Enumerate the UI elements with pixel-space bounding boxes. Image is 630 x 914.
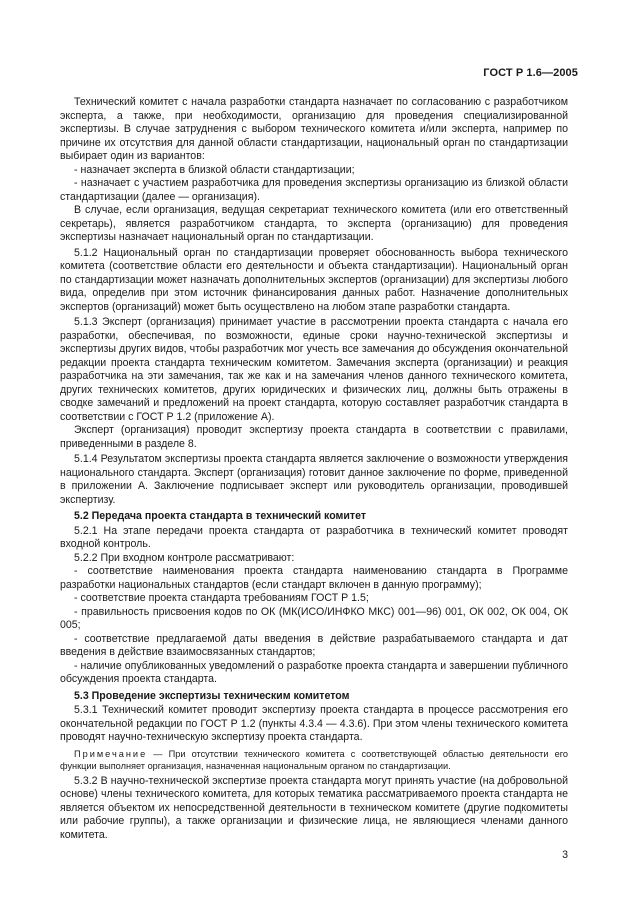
paragraph: 5.1.3 Эксперт (организация) принимает участие в рассмотрении проекта стандарта с начала его разработки, обеспечивая, по возможности, единые сроки научно-технической экспертизы и экспертизы других видов, чтобы разработчик мог учесть все замечания до обсуждения окончательной редакции проекта стандарта техническим комитетом. Замечания эксперта (организации) и реакция разработчика на эти замечания, так же как и на замечания членов данного технического комитета, других технических комитетов, других юридических и физических лиц, должны быть отражены в сводке замечаний и предложений на проект стандарта, которую составляет разработчик стандарта в соответствии с ГОСТ Р 1.2 (приложение А). [60,316,568,423]
paragraph: 5.2.2 При входном контроле рассматривают: [74,551,295,564]
note-label: Примечание [74,748,148,759]
note-text: — При отсутствии технического комитета с соответствующей областью деятельности его функции выполняет организация, назначенная национальным органом по стандартизации. [60,748,568,771]
paragraph: В случае, если организация, ведущая секретариат технического комитета (или его ответственный секретарь), является разработчиком стандарта, то эксперта (организацию) для проведения экспертизы назначает национальный орган по стандартизации. [60,204,568,243]
list-item: - соответствие наименования проекта стандарта наименованию стандарта в Программе разработки национальных стандартов (если стандарт включен в данную программу); [60,565,568,591]
paragraph: Эксперт (организация) проводит экспертизу проекта стандарта в соответствии с правилами, приведенными в разделе 8. [60,424,568,450]
document-code-header: ГОСТ Р 1.6—2005 [483,67,578,79]
document-body [60,96,568,842]
section-heading: 5.3 Проведение экспертизы техническим комитетом [74,689,350,702]
list-item: - соответствие проекта стандарта требованиям ГОСТ Р 1.5; [74,592,369,604]
paragraph: 5.1.2 Национальный орган по стандартизации проверяет обоснованность выбора технического комитета (соответствие области его деятельности и объекта стандартизации). Национальный орган по стандартизации может назначать дополнительных экспертов (организации) для экспертизы любого вида, определив при этом источник финансирования данных работ. Назначение дополнительных экспертов (организаций) может быть осуществлено на любом этапе разработки стандарта. [60,246,568,313]
list-item: - назначает с участием разработчика для проведения экспертизы организацию из близкой области стандартизации (далее — организация). [60,177,568,203]
list-item: - правильность присвоения кодов по ОК (МК(ИСО/ИНФКО МКС) 001—96) 001, ОК 002, ОК 004, ОК 005; [60,605,568,631]
section-heading: 5.2 Передача проекта стандарта в технический комитет [74,510,367,522]
paragraph: Технический комитет с начала разработки стандарта назначает по согласованию с разработчиком эксперта, а также, при необходимости, организацию для проведения специализированной экспертизы. В случае затруднения с выбором технического комитета и/или эксперта, например по причине их отсутствия для данной области стандартизации, национальный орган по стандартизации выбирает один из вариантов: [60,96,568,162]
page-number: 3 [562,849,568,861]
list-item: - назначает эксперта в близкой области стандартизации; [74,163,355,176]
paragraph: 5.2.1 На этапе передачи проекта стандарта от разработчика в технический комитет проводят входной контроль. [60,524,568,550]
paragraph: 5.3.1 Технический комитет проводит экспертизу проекта стандарта в процессе рассмотрения его окончательной редакции по ГОСТ Р 1.2 (пункты 4.3.4 — 4.3.6). При этом члены технического комитета проводят научно-техническую экспертизу проекта стандарта. [60,704,568,743]
paragraph: 5.3.2 В научно-технической экспертизе проекта стандарта могут принять участие (на добровольной основе) члены технического комитета, для которых тематика рассматриваемого проекта стандарта не является объектом их непосредственной деятельности в техническом комитете (другие подкомитеты или рабочие группы), а также организации и физические лица, не являющиеся членами данного комитета. [60,774,568,841]
list-item: - соответствие предлагаемой даты введения в действие разрабатываемого стандарта и дат введения в действие взаимосвязанных стандартов; [60,632,568,658]
paragraph: 5.1.4 Результатом экспертизы проекта стандарта является заключение о возможности утверждения национального стандарта. Эксперт (организация) готовит данное заключение по форме, приведенной в приложении А. Заключение подписывает эксперт или руководитель организации, проводившей экспертизу. [60,453,568,506]
note [60,748,568,772]
list-item: - наличие опубликованных уведомлений о разработке проекта стандарта и завершении публичного обсуждения проекта стандарта. [60,659,568,685]
